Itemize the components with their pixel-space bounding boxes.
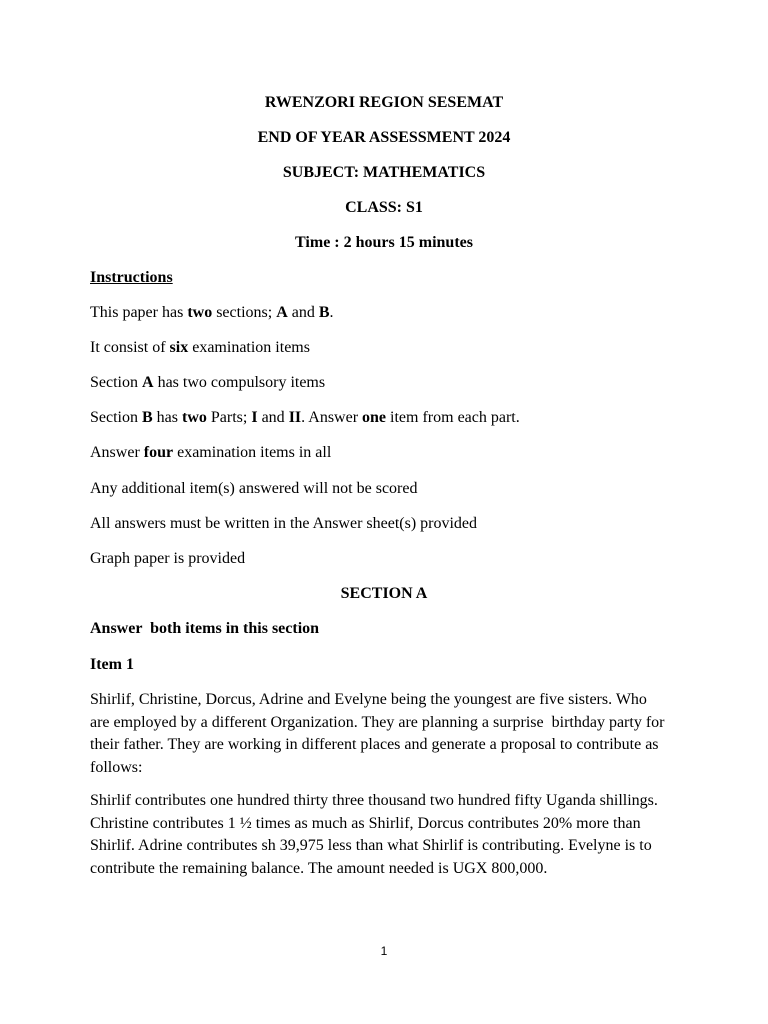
assessment-title: END OF YEAR ASSESSMENT 2024 [257, 129, 511, 146]
instruction-text-run: All answers must be written in the Answer sheet(s) provided [90, 515, 478, 532]
instruction-text-run: two [187, 304, 213, 321]
instruction-text-run: examination items [188, 339, 310, 356]
page-number: 1 [380, 944, 388, 958]
instruction-text-run: item from each part. [386, 409, 520, 426]
instruction-line [90, 372, 325, 394]
instruction-text-run: . Answer [301, 409, 363, 426]
instruction-text-run: Section [90, 409, 142, 426]
instruction-text-run: examination items in all [173, 444, 332, 461]
instruction-text-run: B [142, 409, 153, 426]
instruction-text-run: two [182, 409, 207, 426]
instruction-line [90, 548, 245, 570]
instruction-text-run: It consist of [90, 339, 170, 356]
instruction-text-run: one [362, 409, 387, 426]
instruction-line [90, 442, 331, 464]
instruction-text-run: A [142, 374, 154, 391]
paragraph-line: are employed by a different Organization. They are planning a surprise birthday party for [90, 713, 665, 731]
instruction-text-run: and [257, 409, 289, 426]
item-1-paragraph-1 [90, 689, 690, 779]
paragraph-line: Christine contributes 1 ½ times as much as Shirlif, Dorcus contributes 20% more than [90, 814, 641, 832]
paragraph-line: follows: [90, 758, 143, 776]
instruction-text-run: four [143, 444, 174, 461]
item-1-label: Item 1 [90, 656, 134, 673]
instruction-text-run: has two compulsory items [153, 374, 326, 391]
instruction-text-run: sections; [212, 304, 277, 321]
instruction-text-run: . [329, 304, 334, 321]
item-1-paragraph-2 [90, 790, 690, 880]
section-a-title: SECTION A [340, 585, 428, 602]
instruction-text-run: B [318, 304, 330, 321]
subject-title: SUBJECT: MATHEMATICS [282, 164, 486, 181]
instruction-text-run: six [169, 339, 189, 356]
paragraph-line: Shirlif, Christine, Dorcus, Adrine and Evelyne being the youngest are five sisters. Who [90, 691, 647, 708]
instructions-heading: Instructions [90, 269, 173, 286]
region-title: RWENZORI REGION SESEMAT [264, 94, 504, 111]
instruction-text-run: Any additional item(s) answered will not be scored [90, 480, 418, 497]
instruction-line [90, 478, 417, 500]
instruction-line [90, 513, 477, 535]
instruction-text-run: II [288, 409, 302, 426]
class-title: CLASS: S1 [345, 199, 423, 216]
paragraph-line: Shirlif contributes one hundred thirty three thousand two hundred fifty Uganda shillings. [90, 792, 658, 809]
paragraph-line: contribute the remaining balance. The amount needed is UGX 800,000. [90, 859, 548, 877]
instruction-line [90, 302, 334, 324]
instruction-text-run: Section [90, 374, 142, 391]
section-a-subtitle: Answer both items in this section [90, 620, 320, 637]
instruction-text-run: I [251, 409, 258, 426]
instruction-text-run: Parts; [206, 409, 252, 426]
instruction-text-run: has [152, 409, 182, 426]
instruction-text-run: and [287, 304, 319, 321]
instruction-text-run: This paper has [90, 304, 188, 321]
instruction-line [90, 407, 520, 429]
instruction-text-run: Graph paper is provided [90, 550, 246, 567]
paragraph-line: Shirlif. Adrine contributes sh 39,975 less than what Shirlif is contributing. Evelyne is to [90, 837, 652, 854]
instruction-text-run: A [276, 304, 288, 321]
instruction-text-run: Answer [90, 444, 144, 461]
instruction-line [90, 337, 310, 359]
time-title: Time : 2 hours 15 minutes [295, 234, 473, 251]
paragraph-line: their father. They are working in different places and generate a proposal to contribute as [90, 736, 659, 753]
